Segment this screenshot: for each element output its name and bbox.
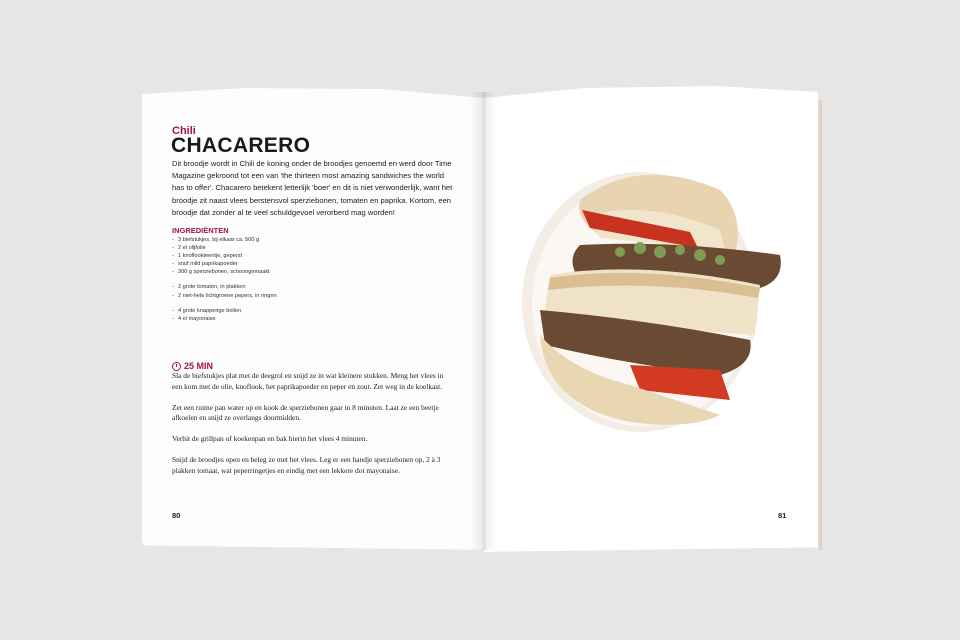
ingredient-item: - snuf mild paprikapoeder (172, 260, 322, 268)
page-edge (818, 100, 822, 550)
page-number-right: 81 (778, 511, 787, 520)
ingredients-list (172, 236, 322, 323)
recipe-step: Zet een ruime pan water op en kook de sperziebonen gaar in 8 minuten. Laat ze een beetje afkoelen en snijd ze overlangs doormidden. (172, 402, 439, 423)
recipe-step: Verhit de grillpan of koekenpan en bak hierin het vlees 4 minuten. (172, 434, 368, 444)
page-number-left: 80 (172, 511, 181, 520)
ingredient-item: - 2 grote tomaten, in plakken (172, 283, 322, 291)
ingredient-item: - 3 biefstukjes, bij elkaar ca. 500 g (172, 236, 322, 244)
sandwich-photo (520, 160, 790, 442)
ingredients-heading: INGREDIËNTEN (172, 226, 229, 235)
recipe-title: CHACARERO (171, 134, 311, 157)
prep-time (172, 361, 213, 371)
prep-time-label: 25 MIN (184, 361, 214, 371)
clock-icon (172, 362, 181, 371)
recipe-country: Chili (172, 125, 196, 137)
recipe-step: Sla de biefstukjes plat met de deegrol en snijd ze in wat kleinere stukken. Meng het vlees in een kom met de olie, knoflook, het paprikapoeder en peper en zout. Zet weg in de koelkast. (172, 371, 444, 391)
ingredient-item: - 1 knoflookteentje, geperst (172, 252, 322, 260)
ingredient-item: - 2 niet-hete lichtgroene pepers, in ringen (172, 292, 322, 300)
ingredient-item: - 4 grote knapperige bollen (172, 307, 322, 315)
recipe-steps (172, 371, 454, 487)
recipe-intro: Dit broodje wordt in Chili de koning onder de broodjes genoemd en werd door Time Magazine gekroond tot een van 'the thirteen most amazing sandwiches the world has to offer'. Chacarero betekent letterlijk 'boer' en dit is niet verwonderlijk, want het broodje zit naast vlees berstensvol sperziebonen, tomaten en paprika. Kortom, een broodje dat zonder al te veel schuldgevoel verorberd mag worden! (172, 159, 453, 217)
ingredient-item: - 4 el mayonaise (172, 315, 322, 323)
recipe-step: Snijd de broodjes open en beleg ze met het vlees. Leg er een handje sperziebonen op, 2 à 3 plakken tomaat, wat peperringetjes en eindig met een lekkere dot mayonaise. (172, 454, 441, 475)
ingredient-item: - 300 g sperziebonen, schoongemaakt (172, 268, 322, 276)
ingredient-item: - 2 el olijfolie (172, 244, 322, 252)
